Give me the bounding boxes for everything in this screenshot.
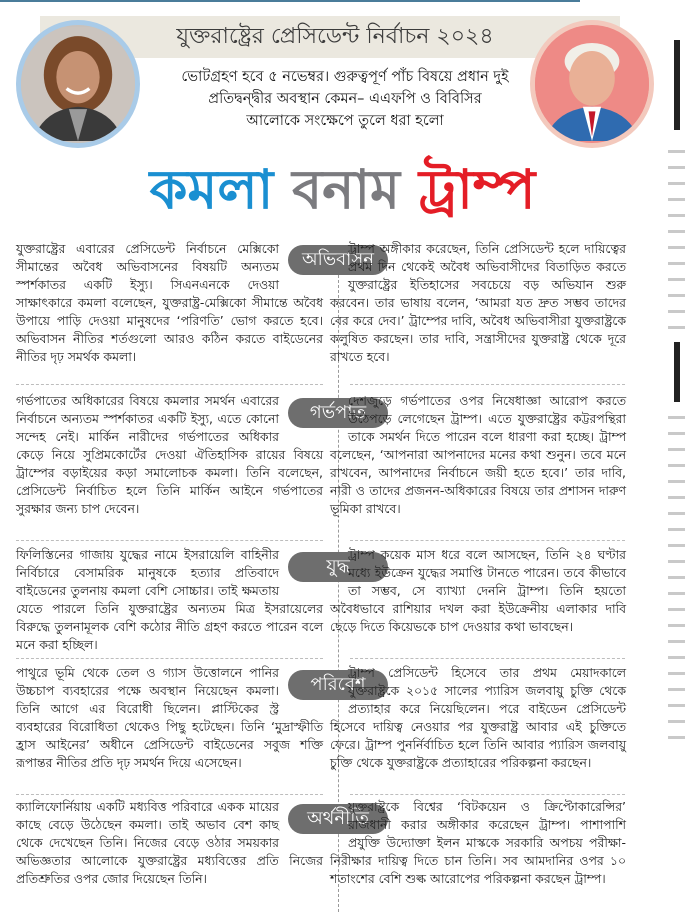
topic-badge-immigration: অভিবাসন [288,245,388,275]
badge-wrap-spacer [330,546,348,600]
divider [350,540,625,541]
top-rule [0,0,580,2]
trump-environment-text: ট্রাম্প প্রেসিডেন্ট হিসেবে তার প্রথম মেয়াদকালে যুক্তরাষ্ট্রকে ২০১৫ সালের প্যারিস জলবায়ু চুক্তি থেকে প্রত্যাহার করে নিয়েছিলেন। পরে বাইডেন প্রেসিডেন্ট হিসেবে দায়িত্ব নেওয়ার পর যুক্তরাষ্ট্র আবার এই চুক্তিতে ফেরে। ট্রাম্প পুনর্নির্বাচিত হলে তিনি আবার প্যারিস জলবায়ু চুক্তি থেকে যুক্তরাষ্ট্রকে প্রত্যাহারের পরিকল্পনা করছেন। [330,665,626,770]
kamala-economy-text: ক্যালিফোর্নিয়ায় একটি মধ্যবিত্ত পরিবারে একক মায়ের কাছে বেড়ে উঠেছেন কমলা। তাই অভাব বেশ কাছ থেকে দেখেছেন তিনি। নিজের বেড়ে ওঠার সময়কার অভিজ্ঞতার আলোকে যুক্তরাষ্ট্রের মধ্যবিত্তের প্রতি নিজের প্রতিশ্রুতির ওপর জোর দিয়েছেন তিনি। [16,799,323,886]
badge-wrap-spacer [330,240,348,294]
divider [350,658,625,659]
divider [16,658,323,659]
headline-kamala: কমলা [149,158,274,221]
topic-badge-abortion: গর্ভপাত [288,398,388,428]
headline-versus: বনাম [292,158,401,221]
divider [16,540,323,541]
trump-war-text: ট্রাম্প কয়েক মাস ধরে বলে আসছেন, তিনি ২৪ ঘণ্টার মধ্যে ইউক্রেন যুদ্ধের সমাপ্তি টানতে পারেন। তবে কীভাবে তা সম্ভব, সে ব্যাখ্যা দেননি ট্রাম্প। তিনি হয়তো অবৈধভাবে রাশিয়ার দখল করা ইউক্রেনীয় এলাকার দাবি ছেড়ে দিতে কিয়েভকে চাপ দেওয়ার কথা ভাবছেন। [330,547,626,634]
kamala-photo-icon [21,25,135,143]
divider [16,794,323,795]
kamala-war-text: ফিলিস্তিনের গাজায় যুদ্ধের নামে ইসরায়েলি বাহিনীর নির্বিচারে বেসামরিক মানুষকে হত্যার প্রতিবাদে বাইডেনের তুলনায় কমলা বেশি সোচ্চার। তাই ক্ষমতায় যেতে পারলে তিনি যুক্তরাষ্ট্রের অন্যতম মিত্র ইসরায়েলের বিরুদ্ধে তুলনামূলক বেশি কঠোর নীতি গ্রহণ করতে পারেন বলে মনে করা হচ্ছিল। [16,547,323,652]
headline-trump: ট্রাম্প [418,158,536,221]
fragment-heading [674,40,680,130]
topic-badge-economy: অর্থনীতি [288,804,388,834]
topic-badge-war: যুদ্ধ [288,552,388,582]
badge-wrap-spacer [330,392,348,446]
divider [350,384,625,385]
divider [16,384,323,385]
trump-abortion-text: দেশজুড়ে গর্ভপাতের ওপর নিষেধাজ্ঞা আরোপ করতে উঠেপড়ে লেগেছেন ট্রাম্প। এতে যুক্তরাষ্ট্রের কট্টরপন্থিরা তাকে সমর্থন দিতে পারেন বলে ধারণা করা হচ্ছে। ট্রাম্প বলেছেন, ‘আপনারা আপনাদের মনের কথা শুনুন। তবে মনে রাখবেন, আপনাদের নির্বাচনে জয়ী হতে হবে।’ তার দাবি, নারী ও তাদের প্রজনন-অধিকারের বিষয়ে তার প্রশাসন দারুণ ভূমিকা রাখবে। [330,393,626,516]
trump-economy-text: যুক্তরাষ্ট্রকে বিশ্বের ‘বিটকয়েন ও ক্রিপ্টোকারেন্সির’ রাজধানী করার অঙ্গীকার করেছেন ট্রাম্প। পাশাপাশি প্রযুক্তি উদ্যোক্তা ইলন মাস্ককে সরকারি অপচয় পরীক্ষা-নিরীক্ষার দায়িত্ব দিতে চান তিনি। সব আমদানির ওপর ১০ শতাংশের বেশি শুল্ক আরোপের পরিকল্পনা করছেন ট্রাম্প। [330,799,626,886]
kamala-portrait [16,20,140,148]
kamala-immigration-text: যুক্তরাষ্ট্রের এবারের প্রেসিডেন্ট নির্বাচনে মেক্সিকো সীমান্তের অবৈধ অভিবাসনের বিষয়টি অন্যতম স্পর্শকাতর একটি ইস্যু। সিএনএনকে দেওয়া সাক্ষাৎকারে কমলা বলেছেন, যুক্তরাষ্ট্র-মেক্সিকো সীমান্তে অবৈধ উপায়ে পাড়ি দেওয়া মানুষদের ‘পরিণতি’ ভোগ করতে হবে। অভিবাসন নীতির শর্তগুলো আরও কঠিন করতে বাইডেনের নীতির দৃঢ় সমর্থক কমলা। [16,241,323,364]
deck-text: ভোটগ্রহণ হবে ৫ নভেম্বর। গুরুত্বপূর্ণ পাঁচ বিষয়ে প্রধান দুই প্রতিদ্বন্দ্বীর অবস্থান কেমন– এএফপি ও বিবিসির আলোকে সংক্ষেপে তুলে ধরা হলো [181,69,509,129]
trump-photo-icon [535,25,649,143]
trump-portrait [530,20,654,148]
kamala-environment-text: পাথুরে ভূমি থেকে তেল ও গ্যাস উত্তোলনে পানির উচ্চচাপ ব্যবহারের পক্ষে অবস্থান নিয়েছেন কমলা। তিনি আগে এর বিরোধী ছিলেন। প্লাস্টিকের স্ট্র ব্যবহারের বিরোধিতা থেকেও পিছু হটেছেন। তিনি ‘মুদ্রাস্ফীতি হ্রাস আইনের’ অধীনে প্রেসিডেন্ট বাইডেনের সবুজ শক্তি রূপান্তর নীতির প্রতি দৃঢ় সমর্থন দিয়ে এসেছেন। [16,665,323,770]
badge-wrap-spacer [330,798,348,852]
topic-badge-environment: পরিবেশ [288,670,388,700]
badge-wrap-spacer [330,664,348,718]
kamala-abortion-text: গর্ভপাতের অধিকারের বিষয়ে কমলার সমর্থন এবারের নির্বাচনে অন্যতম স্পর্শকাতর একটি ইস্যু, এতে কোনো সন্দেহ নেই। মার্কিন নারীদের গর্ভপাতের অধিকার কেড়ে নিয়ে সুপ্রিমকোর্টের দেওয়া ঐতিহাসিক রায়ের বিষয়ে ট্রাম্পের বড়াইয়ের কড়া সমালোচক কমলা। তিনি বলেছেন, প্রেসিডেন্ট নির্বাচিত হলে তিনি মার্কিন আইনে গর্ভপাতের সুরক্ষার জন্য চাপ দেবেন। [16,393,323,516]
kicker-title: যুক্তরাষ্ট্রের প্রেসিডেন্ট নির্বাচন ২০২৪ [176,24,494,49]
fragment-heading [674,342,680,402]
headline [0,155,685,225]
adjacent-column-fragment [664,20,685,912]
divider [350,794,625,795]
trump-immigration-text: ট্রাম্প অঙ্গীকার করেছেন, তিনি প্রেসিডেন্ট হলে দায়িত্বের প্রথম দিন থেকেই অবৈধ অভিবাসীদের বিতাড়িত করতে যুক্তরাষ্ট্রের ইতিহাসের সবচেয়ে বড় অভিযান শুরু করবেন। তার ভাষায় বলেন, ‘আমরা যত দ্রুত সম্ভব তাদের বের করে দেব।’ ট্রাম্পের দাবি, অবৈধ অভিবাসীরা যুক্তরাষ্ট্রকে কলুষিত করছেন। তার দাবি, সন্ত্রাসীদের যুক্তরাষ্ট্র থেকে দূরে রাখতে হবে। [330,241,626,364]
